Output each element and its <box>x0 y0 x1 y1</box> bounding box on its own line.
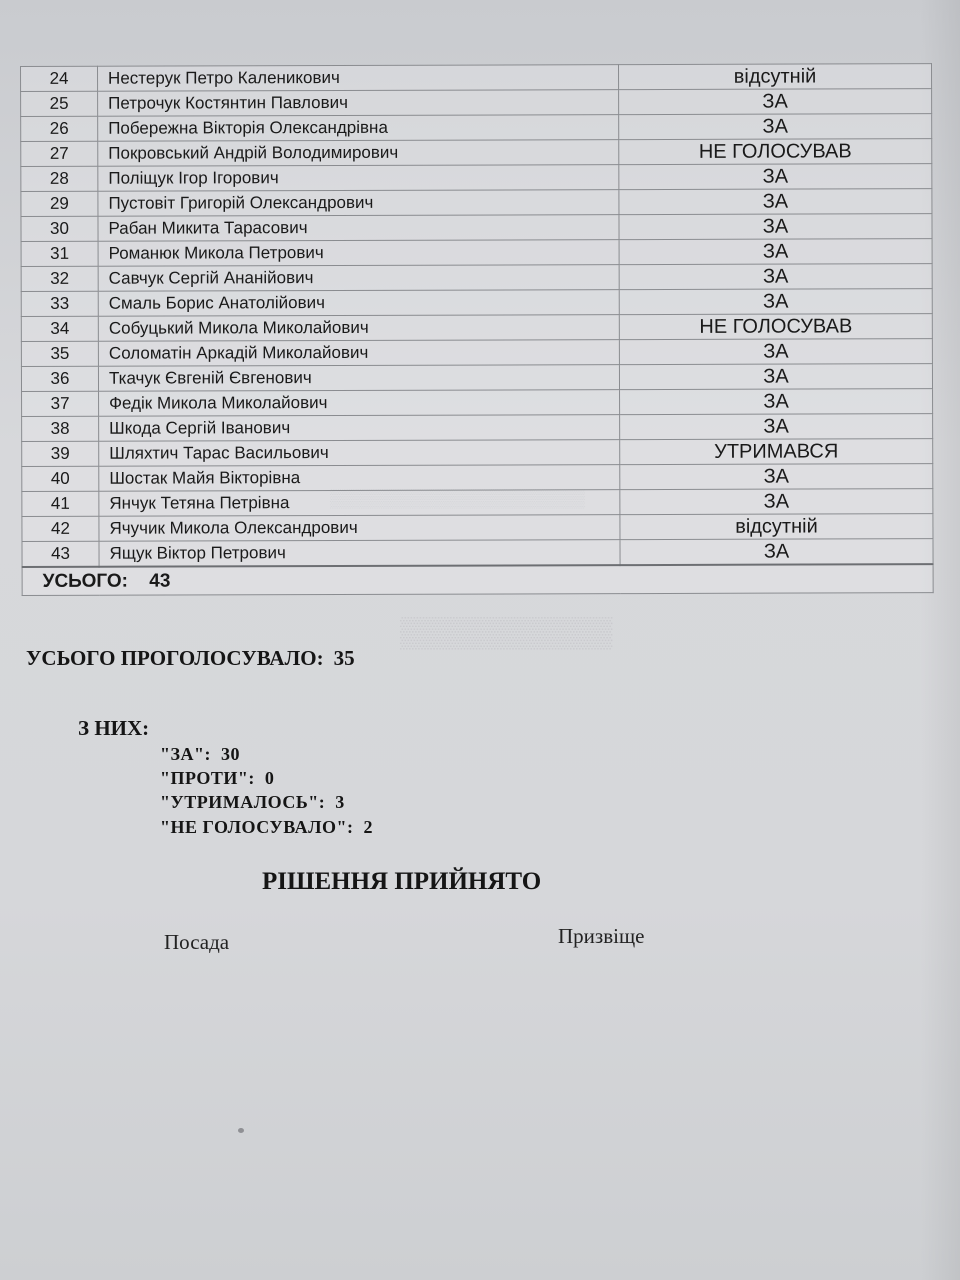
vote-result: ЗА <box>619 189 932 215</box>
row-number: 32 <box>21 266 98 291</box>
member-name: Смаль Борис Анатолійович <box>98 290 619 317</box>
votes-for-label: "ЗА": <box>160 744 211 764</box>
votes-abstained-label: "УТРИМАЛОСЬ": <box>160 792 326 812</box>
row-number: 42 <box>22 516 99 541</box>
vote-result: ЗА <box>619 164 932 190</box>
table-row <box>21 189 932 217</box>
table-total-cell <box>22 564 933 595</box>
row-number: 26 <box>21 116 98 141</box>
vote-result: ЗА <box>619 264 932 290</box>
row-number: 27 <box>21 141 98 166</box>
vote-result: ЗА <box>619 339 932 365</box>
vote-result: ЗА <box>620 489 933 515</box>
total-voted-label: УСЬОГО ПРОГОЛОСУВАЛО: <box>26 646 324 670</box>
table-row <box>21 289 932 317</box>
roll-call-rows <box>21 64 934 567</box>
member-name: Пустовіт Григорій Олександрович <box>98 190 619 217</box>
votes-abstained-value: 3 <box>335 792 345 812</box>
show-through-heading: ▒▒▒▒▒▒▒▒▒▒ <box>400 616 613 649</box>
decision-heading: РІШЕННЯ ПРИЙНЯТО <box>262 868 542 895</box>
row-number: 43 <box>22 541 99 567</box>
table-row <box>21 214 932 242</box>
row-number: 35 <box>21 341 98 366</box>
votes-abstained-line <box>160 792 345 813</box>
table-row <box>21 364 932 392</box>
total-voted-line <box>26 646 355 671</box>
row-number: 37 <box>22 391 99 416</box>
table-row <box>21 164 932 192</box>
table-row <box>22 539 933 567</box>
row-number: 34 <box>21 316 98 341</box>
member-name: Поліщук Ігор Ігорович <box>98 165 619 192</box>
member-name: Нестерук Петро Каленикович <box>98 65 619 92</box>
table-row <box>21 64 932 92</box>
vote-result: УТРИМАВСЯ <box>620 439 933 465</box>
row-number: 30 <box>21 216 98 241</box>
table-total-row <box>22 564 933 595</box>
table-total-value: 43 <box>149 570 171 592</box>
vote-result: ЗА <box>619 239 932 265</box>
votes-against-label: "ПРОТИ": <box>160 768 255 788</box>
table-total-label: УСЬОГО: <box>42 570 129 592</box>
member-name: Рабан Микита Тарасович <box>98 215 619 242</box>
show-through-text: ▒▒▒▒▒▒▒▒▒▒▒▒▒▒▒▒▒▒▒▒ <box>330 488 586 508</box>
member-name: Шляхтич Тарас Васильович <box>99 440 620 467</box>
member-name: Савчук Сергій Ананійович <box>98 265 619 292</box>
votes-against-value: 0 <box>264 768 275 788</box>
table-row <box>21 114 932 142</box>
row-number: 41 <box>22 491 99 516</box>
member-name: Ячучик Микола Олександрович <box>99 515 620 542</box>
vote-result: ЗА <box>619 364 932 390</box>
row-number: 33 <box>21 291 98 316</box>
not-voted-line <box>160 817 373 838</box>
vote-result: ЗА <box>619 214 932 240</box>
member-name: Ящук Віктор Петрович <box>99 540 620 567</box>
not-voted-value: 2 <box>363 817 373 837</box>
member-name: Федік Микола Миколайович <box>99 390 620 417</box>
roll-call-table <box>20 63 934 596</box>
vote-result: НЕ ГОЛОСУВАВ <box>619 139 932 165</box>
table-row <box>22 389 933 417</box>
member-name: Побережна Вікторія Олександрівна <box>98 115 619 142</box>
table-row <box>22 439 933 467</box>
of-them-heading: З НИХ: <box>78 716 150 740</box>
table-row <box>22 464 933 492</box>
member-name: Соломатін Аркадій Миколайович <box>98 340 619 367</box>
vote-result: відсутній <box>620 514 933 540</box>
vote-result: НЕ ГОЛОСУВАВ <box>619 314 932 340</box>
signature-surname-label: Призвіще <box>558 924 645 948</box>
table-row <box>21 139 932 167</box>
total-voted-value: 35 <box>333 646 355 670</box>
member-name: Шкода Сергій Іванович <box>99 415 620 442</box>
vote-result: ЗА <box>619 289 932 315</box>
row-number: 25 <box>21 91 98 116</box>
table-row <box>22 514 933 542</box>
votes-against-line <box>160 768 274 789</box>
member-name: Покровський Андрій Володимирович <box>98 140 619 167</box>
row-number: 39 <box>22 441 99 466</box>
row-number: 28 <box>21 166 98 191</box>
vote-result: ЗА <box>619 114 932 140</box>
row-number: 36 <box>21 366 98 391</box>
member-name: Собуцький Микола Миколайович <box>98 315 619 342</box>
table-row <box>21 314 932 342</box>
table-row <box>21 239 932 267</box>
vote-result: ЗА <box>620 464 933 490</box>
member-name: Ткачук Євгеній Євгенович <box>98 365 619 392</box>
table-row <box>21 89 932 117</box>
table-row <box>22 489 933 517</box>
table-row <box>21 339 932 367</box>
member-name: Романюк Микола Петрович <box>98 240 619 267</box>
table-row <box>22 414 933 442</box>
member-name: Янчук Тетяна Петрівна <box>99 490 620 517</box>
row-number: 38 <box>22 416 99 441</box>
table-row <box>21 264 932 292</box>
votes-for-line <box>160 744 240 765</box>
row-number: 29 <box>21 191 98 216</box>
member-name: Шостак Майя Вікторівна <box>99 465 620 492</box>
not-voted-label: "НЕ ГОЛОСУВАЛО": <box>160 817 354 837</box>
member-name: Петрочук Костянтин Павлович <box>98 90 619 117</box>
row-number: 31 <box>21 241 98 266</box>
paper-speck <box>238 1128 244 1133</box>
row-number: 40 <box>22 466 99 491</box>
vote-result: відсутній <box>618 64 931 90</box>
row-number: 24 <box>21 66 98 91</box>
votes-for-value: 30 <box>220 744 240 764</box>
vote-result: ЗА <box>619 89 932 115</box>
vote-result: ЗА <box>620 389 933 415</box>
signature-position-label: Посада <box>164 930 230 954</box>
vote-result: ЗА <box>620 539 933 565</box>
vote-result: ЗА <box>620 414 933 440</box>
